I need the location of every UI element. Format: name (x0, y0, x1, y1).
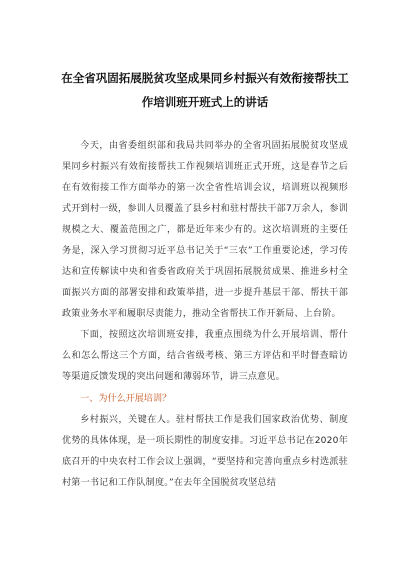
document-title: 在全省巩固拓展脱贫攻坚成果同乡村振兴有效衔接帮扶工作培训班开班式上的讲话 (61, 71, 349, 109)
body-paragraph-1: 今天，由省委组织部和我局共同举办的全省巩固拓展脱贫攻坚成果同乡村振兴有效衔接帮扶工作视频培训班正式开班，这是春节之后在有效衔接工作方面举办的第一次全省性培训会议，培训班以视频形式开到村一级，参训人员覆盖了县乡村和驻村帮扶干部7万余人，参训规模之大、覆盖范围之广，都是近年来少有的。这次培训班的主要任务是，深入学习贯彻习近平总书记关于“三农”工作重要论述，学习传达和宣传解读中央和省委省政府关于巩固拓展脱贫成果、推进乡村全面振兴方面的部署安排和政策举措，进一步提升基层干部、帮扶干部政策业务水平和履职尽责能力，推动全省帮扶工作开新局、上台阶。 (62, 141, 348, 319)
section-heading: 一、为什么开展培训？ (80, 394, 172, 404)
body-paragraph-3: 乡村振兴，关键在人。驻村帮扶工作是我们国家政治优势、制度优势的具体体现，是一项长期性的制度安排。习近平总书记在2020年底召开的中央农村工作会议上强调，“要坚持和完善向重点乡村选派驻村第一书记和工作队制度。”在去年全国脱贫攻坚总结 (62, 415, 348, 488)
body-paragraph-2: 下面，按照这次培训班安排，我重点围绕为什么开展培训、帮什么和怎么帮这三个方面，结合省级考核、第三方评估和平时督查暗访等渠道反馈发现的突出问题和薄弱环节，讲三点意见。 (62, 330, 348, 382)
